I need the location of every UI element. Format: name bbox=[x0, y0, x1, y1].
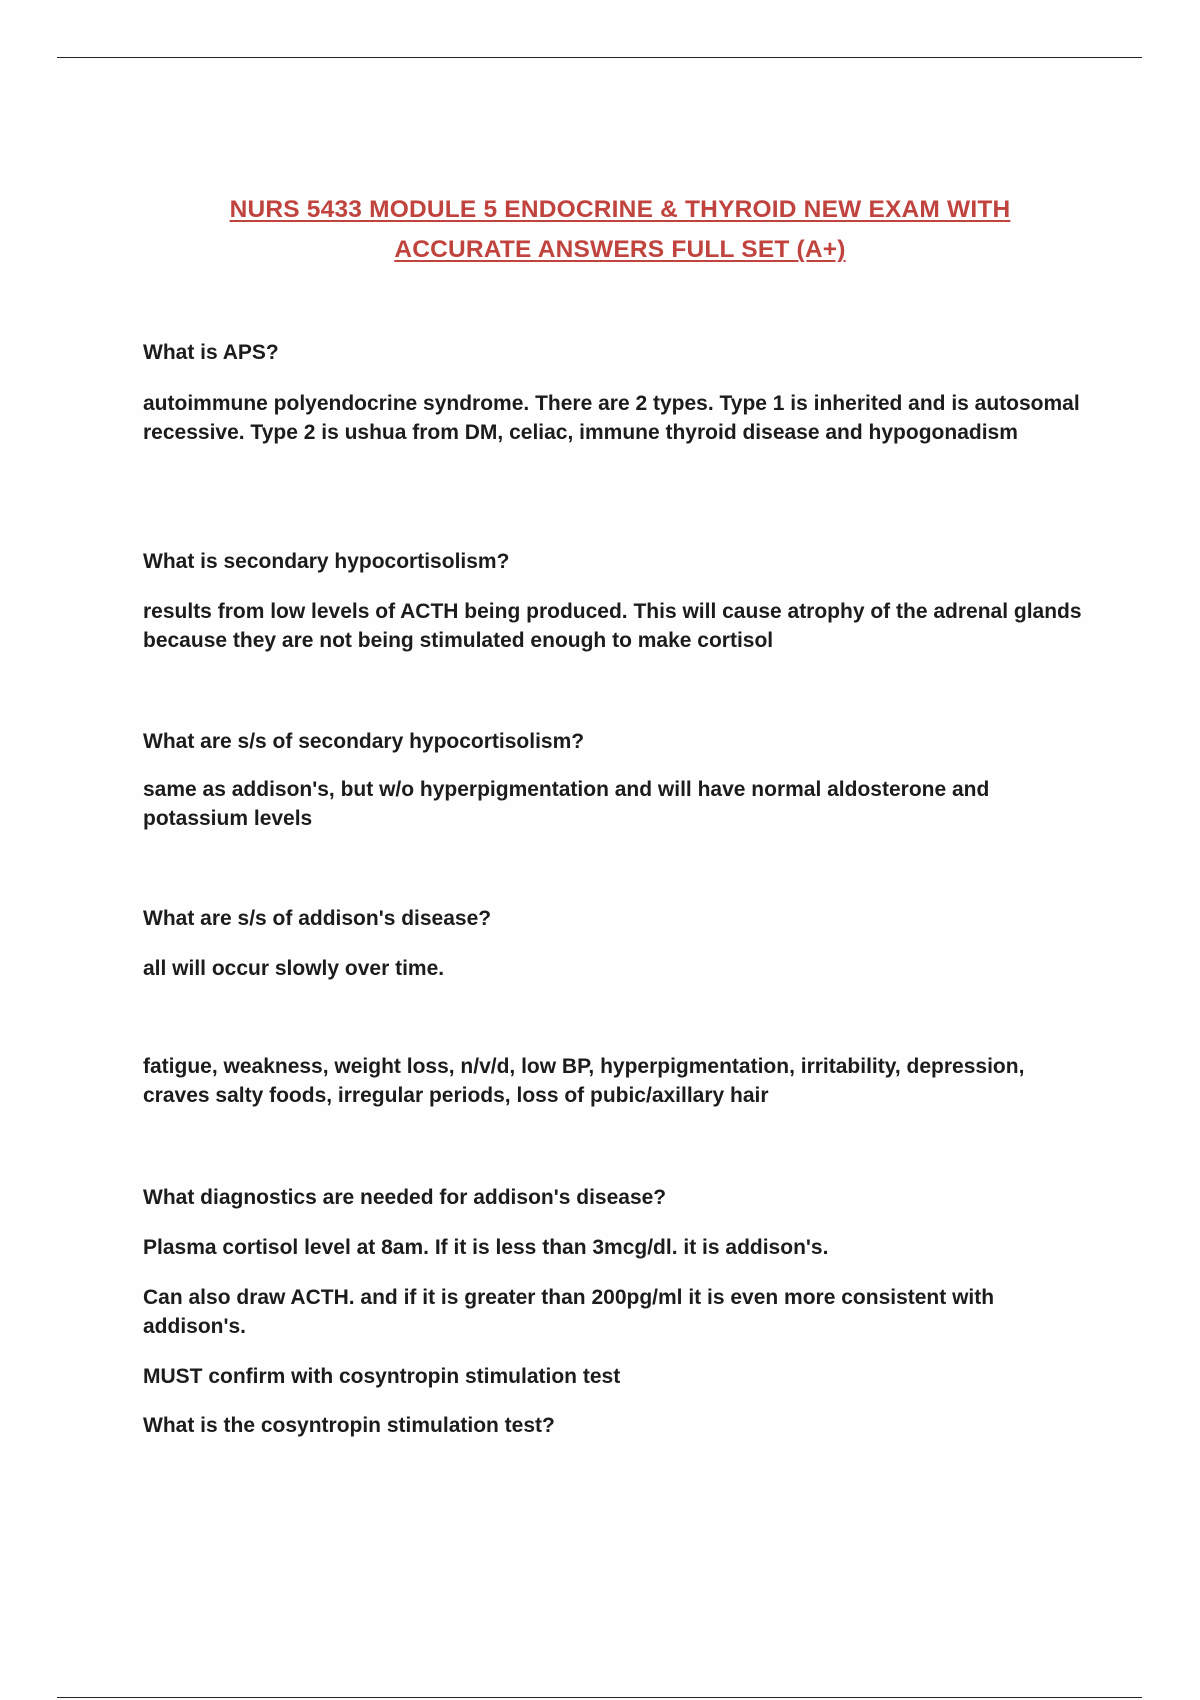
question-5: What diagnostics are needed for addison's disease? bbox=[143, 1186, 667, 1209]
question-6: What is the cosyntropin stimulation test? bbox=[143, 1414, 555, 1437]
answer-5-part-1: Plasma cortisol level at 8am. If it is less than 3mcg/dl. it is addison's. bbox=[143, 1236, 829, 1259]
question-1: What is APS? bbox=[143, 341, 279, 364]
title-line-2: ACCURATE ANSWERS FULL SET (A+) bbox=[394, 236, 846, 263]
answer-1: autoimmune polyendocrine syndrome. There are 2 types. Type 1 is inherited and is autosomal recessive. Type 2 is ushua from DM, celiac, immune thyroid disease and hypogonadism bbox=[143, 392, 1080, 444]
header-rule bbox=[57, 57, 1142, 58]
document-title bbox=[140, 190, 1100, 270]
question-3: What are s/s of secondary hypocortisolism? bbox=[143, 730, 585, 753]
question-2: What is secondary hypocortisolism? bbox=[143, 550, 510, 573]
answer-4-part-1: all will occur slowly over time. bbox=[143, 957, 445, 980]
answer-5-part-2: Can also draw ACTH. and if it is greater than 200pg/ml it is even more consistent with addison's. bbox=[143, 1286, 995, 1338]
title-line-1: NURS 5433 MODULE 5 ENDOCRINE & THYROID NEW EXAM WITH bbox=[229, 196, 1011, 223]
answer-3: same as addison's, but w/o hyperpigmentation and will have normal aldosterone and potassium levels bbox=[143, 778, 990, 830]
answer-5-part-3: MUST confirm with cosyntropin stimulation test bbox=[143, 1365, 621, 1388]
answer-4-part-2: fatigue, weakness, weight loss, n/v/d, low BP, hyperpigmentation, irritability, depression, craves salty foods, irregular periods, loss of pubic/axillary hair bbox=[143, 1055, 1025, 1107]
answer-2: results from low levels of ACTH being produced. This will cause atrophy of the adrenal glands because they are not being stimulated enough to make cortisol bbox=[143, 600, 1082, 652]
question-4: What are s/s of addison's disease? bbox=[143, 907, 492, 930]
footer-rule bbox=[57, 1697, 1142, 1698]
